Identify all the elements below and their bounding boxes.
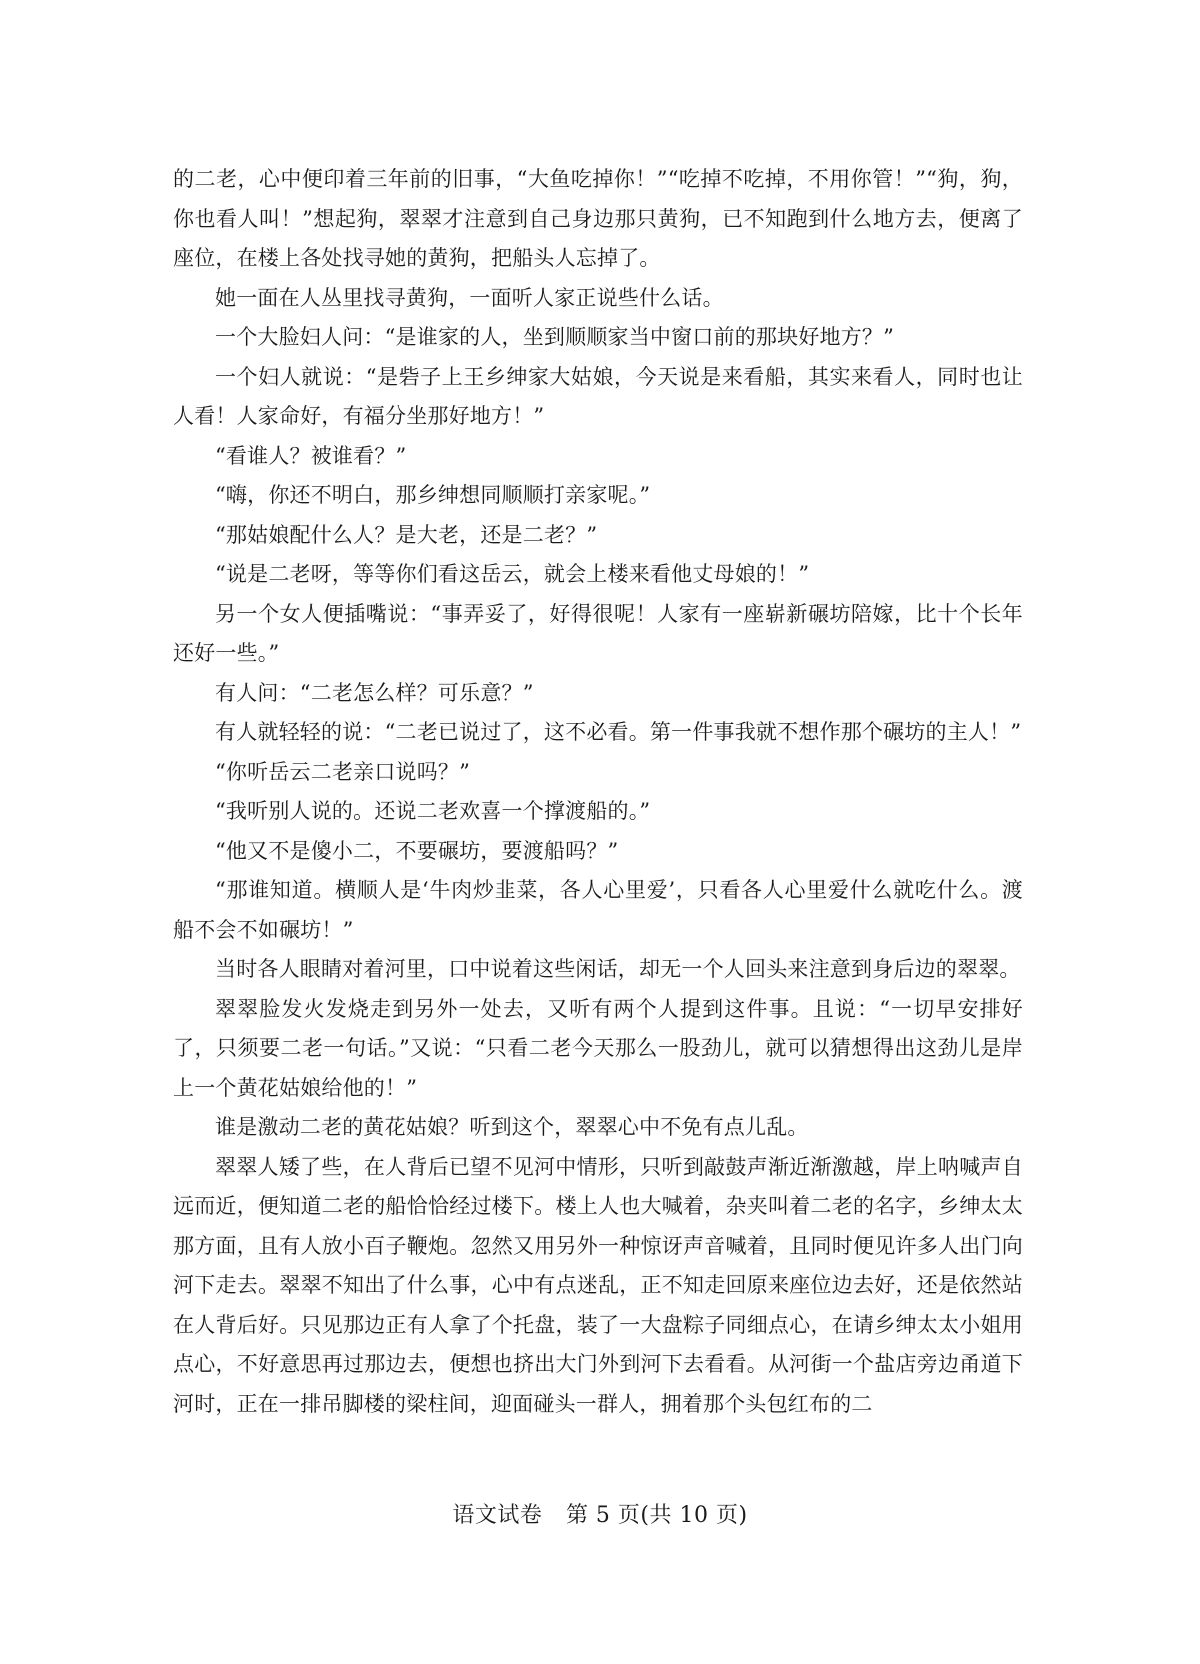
paragraph: “那姑娘配什么人？是大老，还是二老？” bbox=[215, 522, 598, 547]
paragraph: “嗨，你还不明白，那乡绅想同顺顺打亲家呢。” bbox=[215, 483, 651, 507]
paragraph: 翠翠脸发火发烧走到另外一处去，又听有两个人提到这件事。且说：“一切早安排好了，只须要二老一句话。”又说：“只看二老今天那么一股劲儿，就可以猜想得出这劲儿是岸上一个黄花姑娘给他的！” bbox=[173, 996, 1023, 1100]
paragraph: 有人就轻轻的说：“二老已说过了，这不必看。第一件事我就不想作那个碾坊的主人！” bbox=[215, 720, 1022, 744]
footer-subject: 语文试卷 bbox=[452, 1503, 543, 1528]
paragraph: 一个大脸妇人问：“是谁家的人，坐到顺顺家当中窗口前的那块好地方？” bbox=[215, 325, 895, 349]
paragraph: 的二老，心中便印着三年前的旧事，“大鱼吃掉你！”“吃掉不吃掉，不用你管！”“狗，狗，你也看人叫！”想起狗，翠翠才注意到自己身边那只黄狗，已不知跑到什么地方去，便离了座位，在楼上各处找寻她的黄狗，把船头人忘掉了。 bbox=[173, 167, 1023, 270]
paragraph: 当时各人眼睛对着河里，口中说着这些闲话，却无一个人回头来注意到身后边的翠翠。 bbox=[215, 957, 1021, 981]
paragraph: 有人问：“二老怎么样？可乐意？” bbox=[215, 680, 534, 705]
passage-body bbox=[173, 160, 1023, 1424]
paragraph: 另一个女人便插嘴说：“事弄妥了，好得很呢！人家有一座崭新碾坊陪嫁，比十个长年还好一些。” bbox=[173, 601, 1023, 665]
paragraph: 她一面在人丛里找寻黄狗，一面听人家正说些什么话。 bbox=[215, 285, 724, 310]
paragraph: “你听岳云二老亲口说吗？” bbox=[215, 759, 471, 784]
footer-page-number: 第 5 页(共 10 页) bbox=[565, 1503, 748, 1528]
paragraph: “那谁知道。横顺人是‘牛肉炒韭菜，各人心里爱’，只看各人心里爱什么就吃什么。渡船不会不如碾坊！” bbox=[173, 878, 1023, 942]
paragraph: “我听别人说的。还说二老欢喜一个撑渡船的。” bbox=[215, 799, 651, 823]
paragraph: 翠翠人矮了些，在人背后已望不见河中情形，只听到敲鼓声渐近渐激越，岸上呐喊声自远而近，便知道二老的船恰恰经过楼下。楼上人也大喊着，杂夹叫着二老的名字，乡绅太太那方面，且有人放小百子鞭炮。忽然又用另外一种惊讶声音喊着，且同时便见许多人出门向河下走去。翠翠不知出了什么事，心中有点迷乱，正不知走回原来座位边去好，还是依然站在人背后好。只见那边正有人拿了个托盘，装了一大盘粽子同细点心，在请乡绅太太小姐用点心，不好意思再过那边去，便想也挤出大门外到河下去看看。从河街一个盐店旁边甬道下河时，正在一排吊脚楼的梁柱间，迎面碰头一群人，拥着那个头包红布的二 bbox=[173, 1154, 1023, 1416]
paragraph: “说是二老呀，等等你们看这岳云，就会上楼来看他丈母娘的！” bbox=[215, 562, 810, 586]
paragraph: 一个妇人就说：“是砦子上王乡绅家大姑娘，今天说是来看船，其实来看人，同时也让人看！人家命好，有福分坐那好地方！” bbox=[173, 364, 1023, 428]
paragraph: “他又不是傻小二，不要碾坊，要渡船吗？” bbox=[215, 838, 619, 863]
paragraph: “看谁人？被谁看？” bbox=[215, 443, 407, 468]
paragraph: 谁是激动二老的黄花姑娘？听到这个，翠翠心中不免有点儿乱。 bbox=[215, 1115, 809, 1139]
page-footer bbox=[0, 1498, 1200, 1529]
